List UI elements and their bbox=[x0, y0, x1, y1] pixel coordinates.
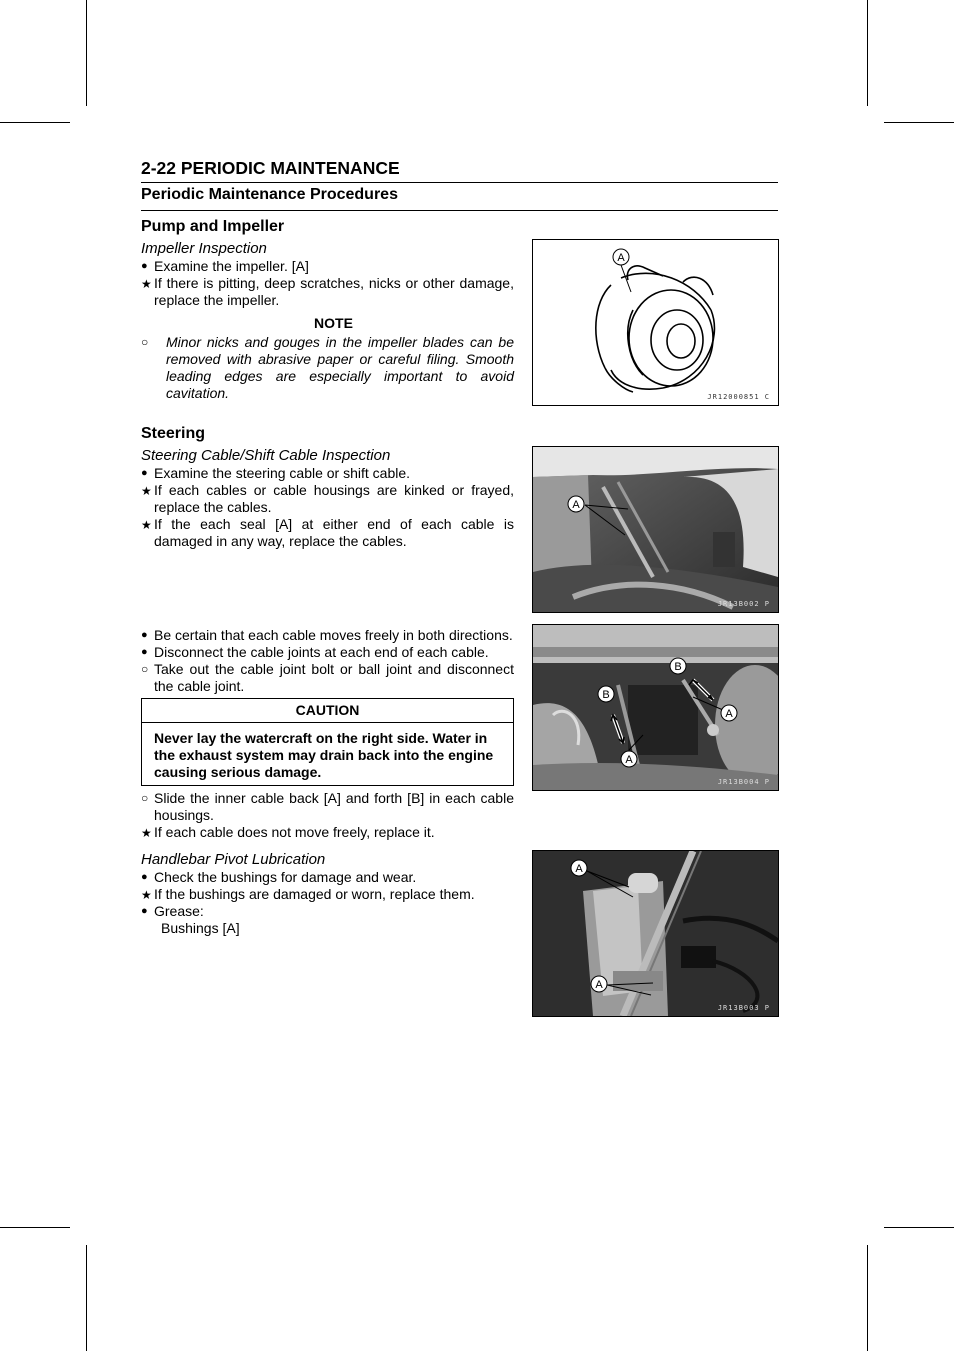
crop-mark bbox=[867, 0, 868, 106]
subheader-rule bbox=[141, 210, 778, 211]
figure-label-a: A bbox=[617, 252, 625, 264]
steering-photo-drawing bbox=[533, 447, 778, 612]
section-title-steering: Steering bbox=[141, 425, 206, 442]
cable-joint-photo bbox=[532, 624, 779, 791]
handlebar-pivot-photo bbox=[532, 850, 779, 1017]
subsection-handlebar-lubrication: Handlebar Pivot Lubrication bbox=[141, 851, 326, 868]
figure-label-a: A bbox=[725, 708, 733, 720]
handlebar-text-block bbox=[141, 869, 514, 937]
list-item: ★ If each cable does not move freely, replace it. bbox=[141, 824, 435, 840]
figure-label-a: A bbox=[575, 863, 583, 875]
crop-mark bbox=[867, 1245, 868, 1351]
crop-mark bbox=[0, 122, 70, 123]
page-title: 2-22 PERIODIC MAINTENANCE bbox=[141, 158, 400, 178]
list-item: ○ Take out the cable joint bolt or ball joint and disconnect the cable joint. bbox=[141, 661, 514, 694]
cable-after-text-block bbox=[141, 790, 514, 841]
list-item: ● Grease: bbox=[141, 903, 204, 919]
list-item: ★ If the each seal [A] at either end of each cable is damaged in any way, replace the cables. bbox=[141, 516, 514, 549]
figure-code: JR13B003 P bbox=[717, 1004, 770, 1012]
handlebar-photo-drawing bbox=[533, 851, 778, 1016]
figure-label-a: A bbox=[625, 754, 633, 766]
note-text: ○ Minor nicks and gouges in the impeller blades can be removed with abrasive paper or careful filing. Smooth leading edges are especially important to avoid cavitation. bbox=[141, 334, 514, 401]
steering-text-block bbox=[141, 465, 514, 550]
subsection-impeller-inspection: Impeller Inspection bbox=[141, 240, 267, 257]
steering-cable-photo bbox=[532, 446, 779, 613]
cable-text-block bbox=[141, 627, 514, 695]
caution-label: CAUTION bbox=[142, 699, 513, 723]
figure-code: JR13B002 P bbox=[717, 600, 770, 608]
crop-mark bbox=[884, 1227, 954, 1228]
impeller-drawing bbox=[533, 240, 778, 405]
note-label: NOTE bbox=[314, 315, 353, 331]
list-item: ○ Slide the inner cable back [A] and forth [B] in each cable housings. bbox=[141, 790, 514, 823]
figure-label-b: B bbox=[674, 661, 682, 673]
crop-mark bbox=[884, 122, 954, 123]
caution-box bbox=[141, 698, 514, 786]
list-item: ● Be certain that each cable moves freely in both directions. bbox=[141, 627, 513, 643]
impeller-text-block bbox=[141, 258, 514, 402]
crop-mark bbox=[86, 1245, 87, 1351]
list-item: ● Disconnect the cable joints at each end of each cable. bbox=[141, 644, 489, 660]
page-subtitle: Periodic Maintenance Procedures bbox=[141, 186, 398, 203]
impeller-figure bbox=[532, 239, 779, 406]
list-item: ★ If the bushings are damaged or worn, replace them. bbox=[141, 886, 475, 902]
list-item: ● Check the bushings for damage and wear. bbox=[141, 869, 417, 885]
list-item: ★ If each cables or cable housings are kinked or frayed, replace the cables. bbox=[141, 482, 514, 515]
grease-target: Bushings [A] bbox=[161, 920, 240, 936]
list-item: ★ If there is pitting, deep scratches, nicks or other damage, replace the impeller. bbox=[141, 275, 514, 308]
header-rule bbox=[141, 182, 778, 183]
figure-label-b: B bbox=[602, 689, 610, 701]
subsection-cable-inspection: Steering Cable/Shift Cable Inspection bbox=[141, 447, 391, 464]
figure-label-a: A bbox=[595, 979, 603, 991]
caution-text: Never lay the watercraft on the right side. Water in the exhaust system may drain back into the engine causing serious damage. bbox=[154, 730, 494, 780]
figure-code: JR13B004 P bbox=[717, 778, 770, 786]
list-item: ● Examine the impeller. [A] bbox=[141, 258, 309, 274]
section-title-pump: Pump and Impeller bbox=[141, 218, 285, 235]
crop-mark bbox=[0, 1227, 70, 1228]
list-item: ● Examine the steering cable or shift cable. bbox=[141, 465, 411, 481]
cable-photo-drawing bbox=[533, 625, 778, 790]
figure-label-a: A bbox=[572, 499, 580, 511]
figure-code: JR12000851 C bbox=[707, 393, 770, 401]
crop-mark bbox=[86, 0, 87, 106]
